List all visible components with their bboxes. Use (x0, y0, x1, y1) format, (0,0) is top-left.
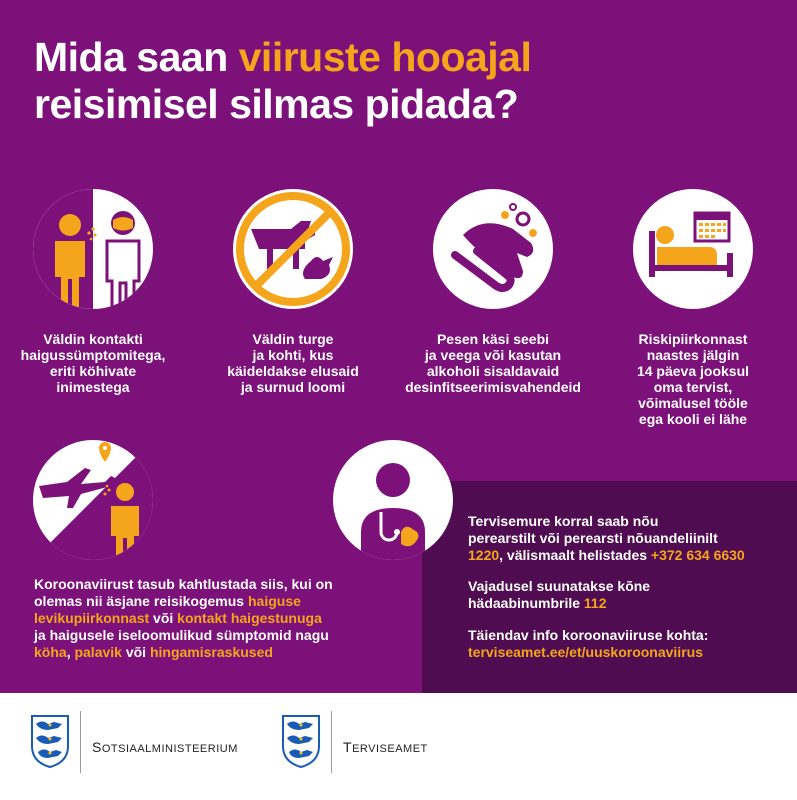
more-info: Täiendav info koroonaviiruse kohta: terviseamet.ee/et/uuskoroonaviirus (468, 627, 709, 660)
contact-info: Tervisemure korral saab nõu perearstilt või perearsti nõuandeliinilt 1220, välismaalt helistades +372 634 6630 (468, 513, 745, 563)
tip-caption-1: Väldin kontakti haigussümptomitega, eriti köhivate inimestega (20, 331, 166, 395)
divider (331, 711, 332, 773)
plane-location-person-icon (33, 440, 153, 560)
page-title: Mida saan viiruste hooajal reisimisel silmas pidada? (34, 34, 532, 127)
doctor-phone-icon (333, 440, 453, 560)
org-name-sotsiaalministeerium: SOTSIAALMINISTEERIUM (92, 739, 238, 755)
coat-of-arms-icon (281, 714, 321, 769)
info-link[interactable]: terviseamet.ee/et/uuskoroonaviirus (468, 644, 703, 660)
travel-note: Koroonaviirust tasub kahtlustada siis, kui on olemas nii äsjane reisikogemus haiguse levikupiirkonnast või kontakt haigestunuga ja haigusele iseloomulikud sümptomid nagu köha, palavik või hingamisraskused (34, 576, 333, 660)
emergency-info: Vajadusel suunatakse kõne hädaabinumbrile 112 (468, 578, 651, 611)
emergency-number: 112 (583, 595, 607, 611)
hotline-number: 1220 (468, 547, 500, 563)
bed-calendar-icon (633, 189, 753, 309)
no-animals-icon (233, 189, 353, 309)
divider (80, 711, 81, 773)
tip-caption-3: Pesen käsi seebi ja veega või kasutan alkoholi sisaldavaid desinfitseerimisvahendeid (405, 331, 581, 395)
tip-caption-4: Riskipiirkonnast naastes jälgin 14 päeva jooksul oma tervist, võimalusel tööle ega kooli ei lähe (636, 331, 750, 427)
title-highlight: viiruste hooajal (238, 34, 532, 80)
intl-number: +372 634 6630 (650, 547, 745, 563)
handwashing-icon (433, 189, 553, 309)
people-contact-icon (33, 189, 153, 309)
coat-of-arms-icon (30, 714, 70, 769)
footer (0, 693, 797, 800)
org-name-terviseamet: TERVISEAMET (343, 739, 428, 755)
tip-caption-2: Väldin turge ja kohti, kus käideldakse elusaid ja surnud loomi (227, 331, 359, 395)
